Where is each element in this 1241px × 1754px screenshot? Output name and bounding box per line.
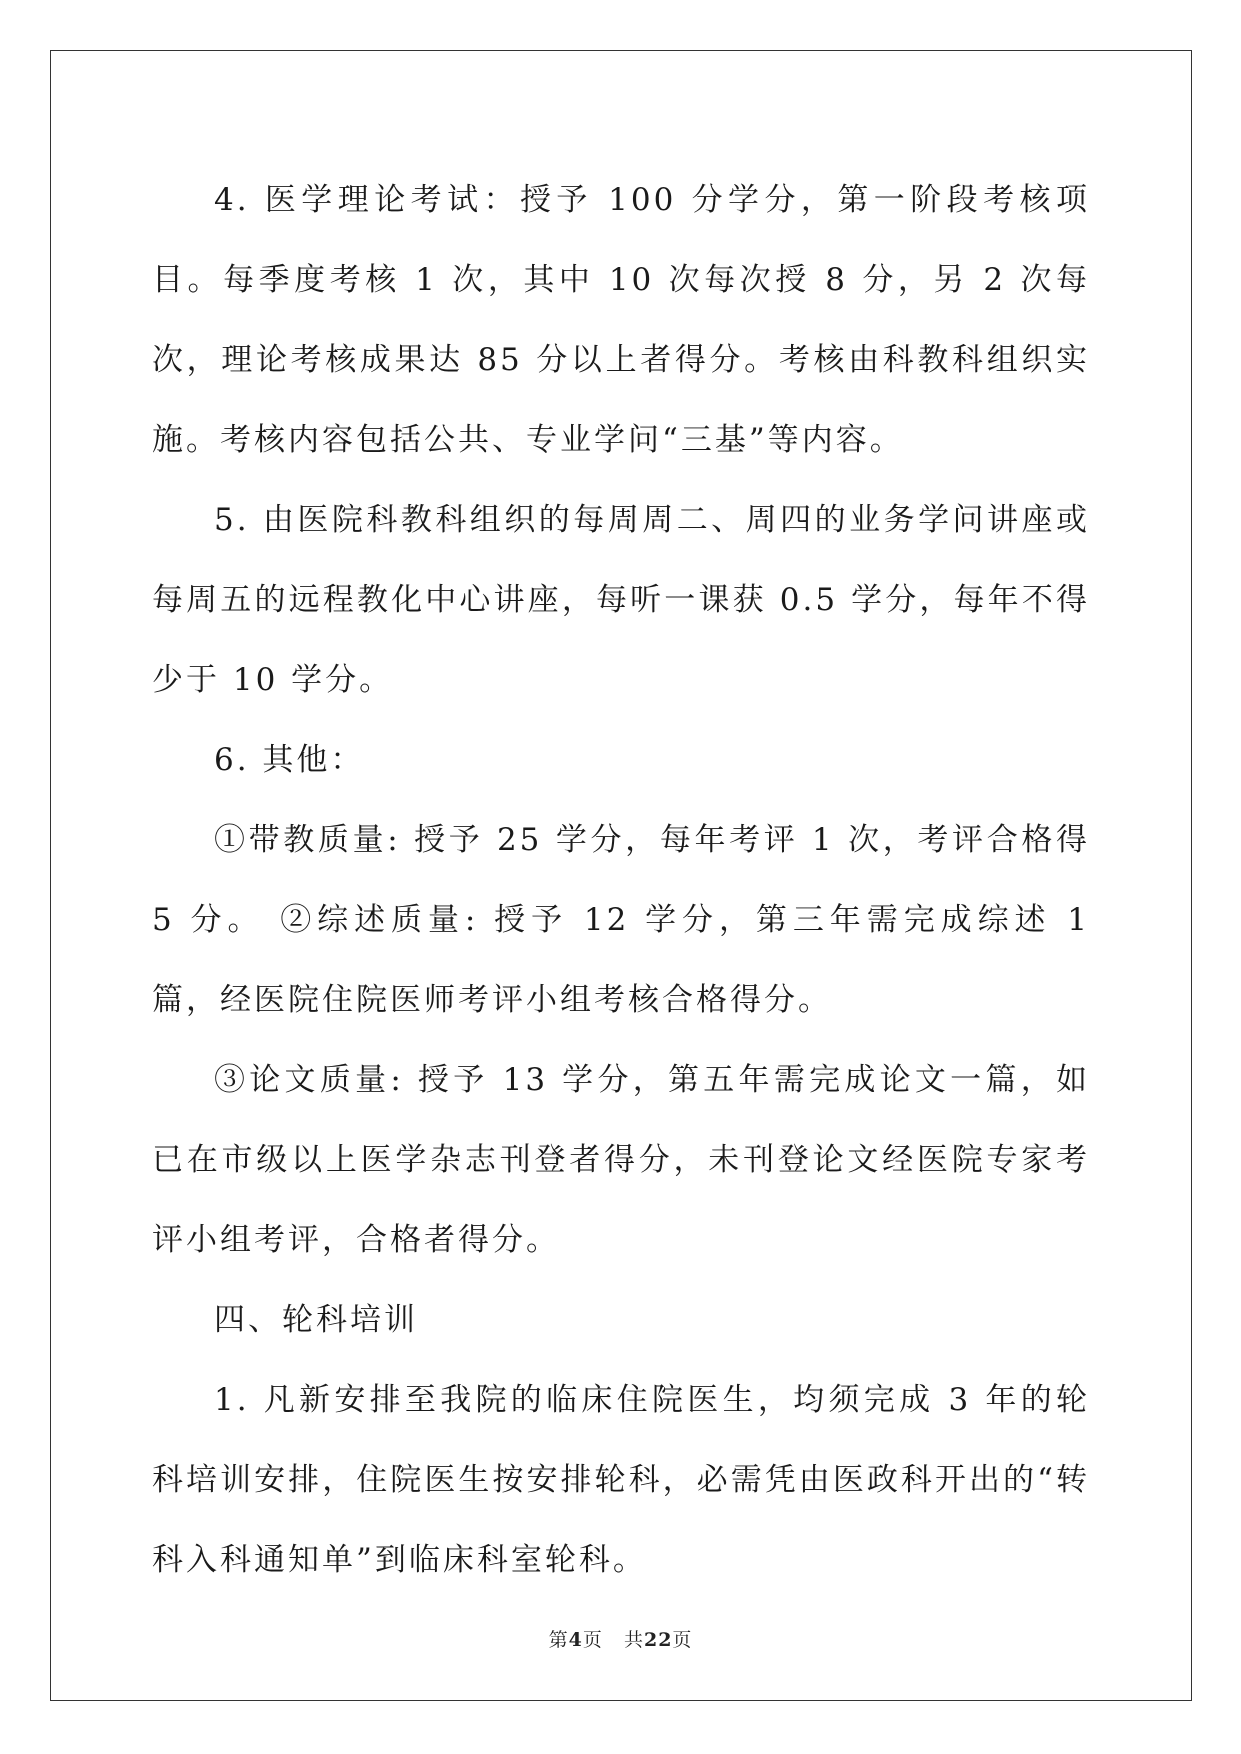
footer-page-number: 4 bbox=[568, 1629, 583, 1651]
section-heading-rotation-training: 四、轮科培训 bbox=[214, 1302, 418, 1338]
document-body bbox=[152, 160, 1090, 1600]
paragraph-paper-quality: ③论文质量: 授予 13 学分，第五年需完成论文一篇，如已在市级以上医学杂志刊登者得分，未刊登论文经医院专家考评小组考评，合格者得分。 bbox=[152, 1062, 1090, 1258]
paragraph-theory-exam: 4. 医学理论考试：授予 100 分学分，第一阶段考核项目。每季度考核 1 次，其中 10 次每次授 8 分，另 2 次每次，理论考核成果达 85 分以上者得分。考核由科教科组织实施。考核内容包括公共、专业学问“三基”等内容。 bbox=[152, 182, 1090, 458]
footer-page-prefix: 第 bbox=[548, 1629, 569, 1651]
paragraph-other-heading: 6. 其他： bbox=[214, 742, 365, 778]
footer-page-suffix: 页 bbox=[582, 1629, 603, 1651]
paragraph-teaching-review-quality: ①带教质量: 授予 25 学分，每年考评 1 次，考评合格得 5 分。 ②综述质量: 授予 12 学分，第三年需完成综述 1 篇，经医院住院医师考评小组考核合格得分。 bbox=[152, 822, 1090, 1018]
paragraph-lectures: 5. 由医院科教科组织的每周周二、周四的业务学问讲座或每周五的远程教化中心讲座，每听一课获 0.5 学分，每年不得少于 10 学分。 bbox=[152, 502, 1090, 698]
paragraph-rotation-arrangement: 1. 凡新安排至我院的临床住院医生，均须完成 3 年的轮科培训安排，住院医生按安排轮科，必需凭由医政科开出的“转科入科通知单”到临床科室轮科。 bbox=[152, 1382, 1090, 1578]
footer-total-suffix: 页 bbox=[672, 1629, 693, 1651]
footer-total-pages: 22 bbox=[643, 1629, 673, 1651]
footer-total-prefix: 共 bbox=[623, 1629, 644, 1651]
page-footer bbox=[0, 1625, 1241, 1652]
